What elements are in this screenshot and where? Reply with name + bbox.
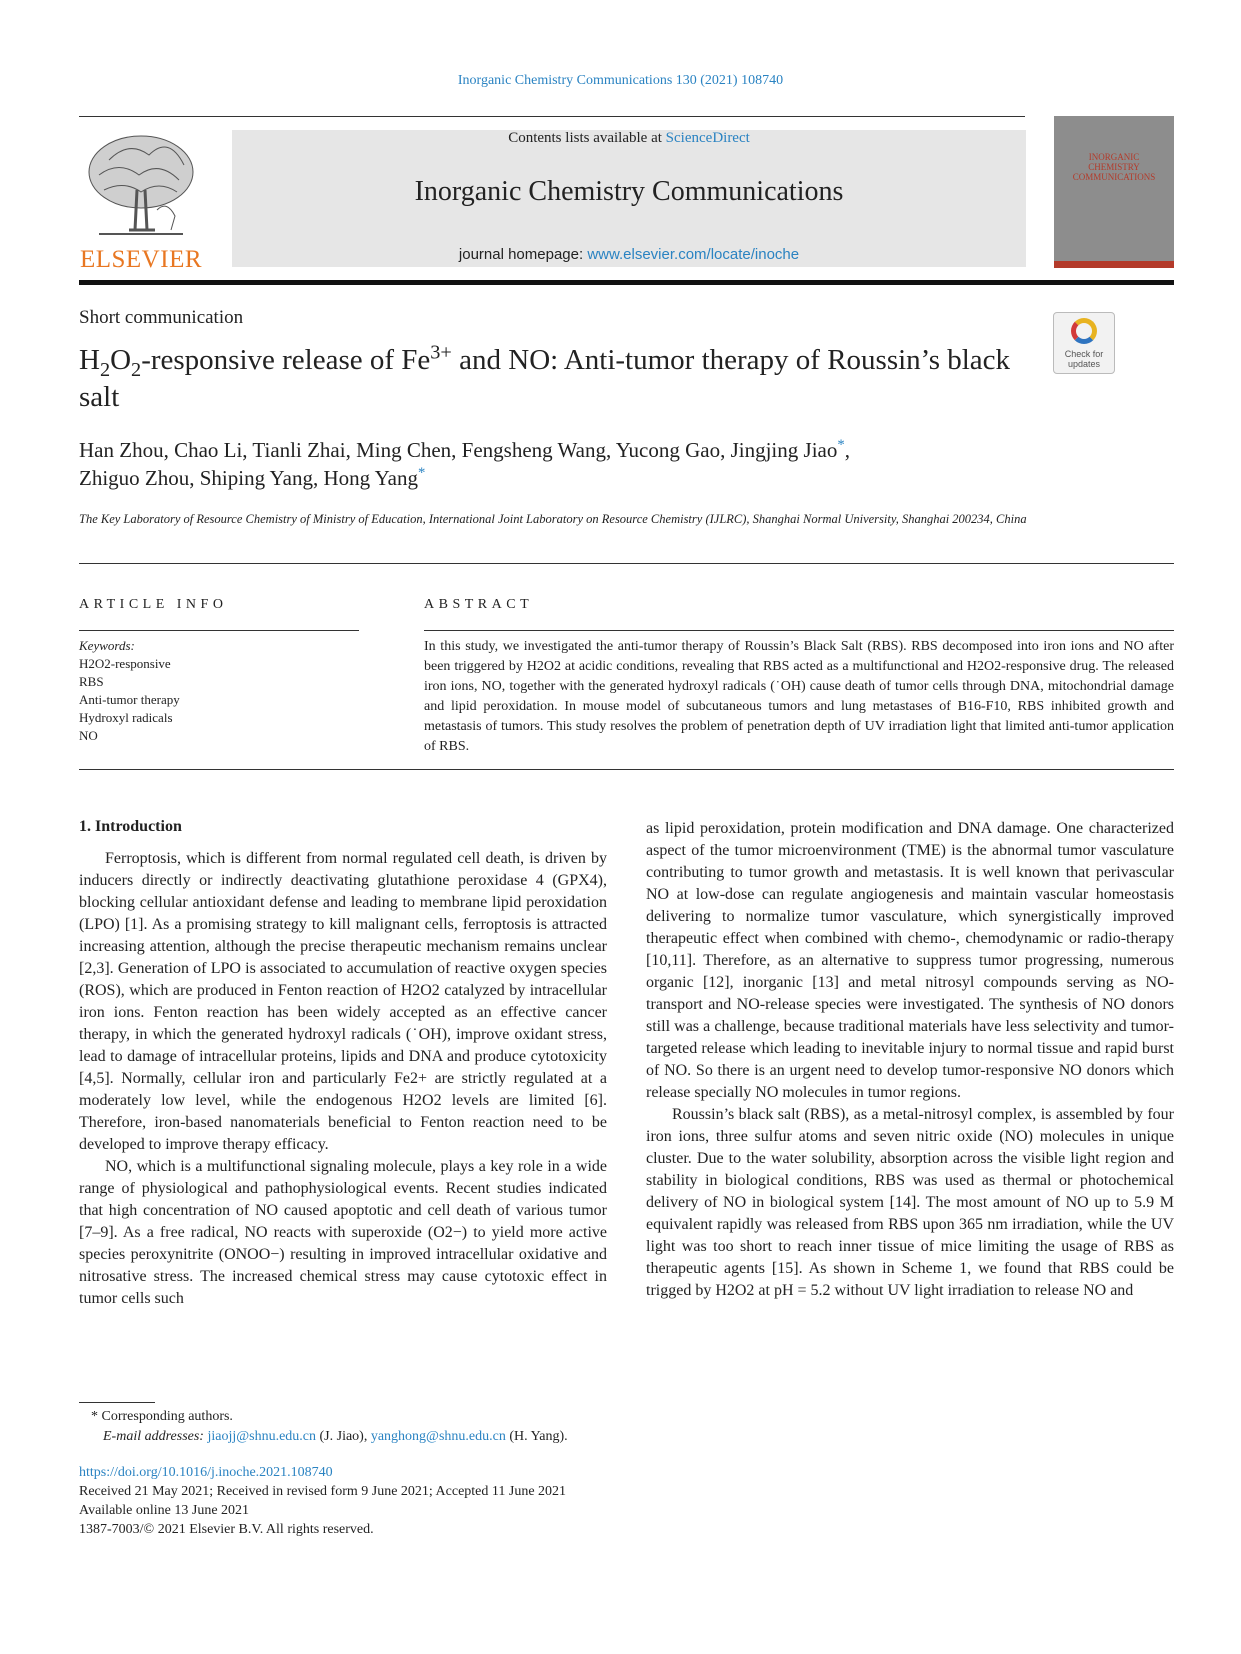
publication-info [79,1463,566,1539]
affiliation: The Key Laboratory of Resource Chemistry of Ministry of Education, International Joint Laboratory on Resource Chemistry (IJLRC), Shanghai Normal University, Shanghai 200234, China [79,512,1027,526]
journal-title: Inorganic Chemistry Communications [414,176,844,207]
corresponding-mark[interactable]: * [837,437,845,453]
email-owner: (H. Yang). [509,1429,568,1444]
title-part: -responsive release of Fe [141,344,431,376]
homepage-line [232,246,1026,263]
authors-line-2: Zhiguo Zhou, Shiping Yang, Hong Yang [79,466,418,490]
authors-line-1: Han Zhou, Chao Li, Tianli Zhai, Ming Chen, Fengsheng Wang, Yucong Gao, Jingjing Jiao [79,438,838,462]
title-part: and NO: Anti-tumor therapy of Roussin’s black salt [79,344,1011,413]
header-rule [79,116,1025,117]
available-online: Available online 13 June 2021 [79,1503,250,1518]
contents-prefix: Contents lists available at [508,130,666,146]
abstract-rule [424,630,1174,631]
email-owner: (J. Jiao), [319,1429,368,1444]
section-rule [79,563,1174,564]
title-sub: 2 [131,358,142,381]
title-part: O [110,344,132,376]
body-paragraph: NO, which is a multifunctional signaling molecule, plays a key role in a wide range of physiological and pathophysiological events. Recent studies indicated that high concentration of NO caused apoptotic and cell death of various tumor [7–9]. As a free radical, NO reacts with superoxide (O2−) to yield more active species peroxynitrite (ONOO−) resulting in improved intracellular oxidative and nitrosative stress. The increased chemical stress may cause cytotoxic effect in tumor cells such [79,1158,607,1307]
corresponding-mark[interactable]: * [417,465,426,481]
footnote-rule [79,1402,155,1403]
title-sub: 2 [99,358,111,381]
email-label: E-mail addresses: [103,1429,204,1444]
elsevier-tree-icon [79,130,203,246]
cover-strip [1054,261,1174,268]
journal-cover-image[interactable] [1054,116,1174,268]
crossmark-label: Check for updates [1064,349,1104,369]
homepage-prefix: journal homepage: [458,246,588,263]
contents-line [232,130,1026,147]
homepage-link[interactable]: www.elsevier.com/locate/inoche [587,246,800,263]
email-line [79,1427,568,1447]
sciencedirect-link[interactable]: ScienceDirect [665,130,750,146]
body-paragraph: Roussin’s black salt (RBS), as a metal-nitrosyl complex, is assembled by four iron ions, three sulfur atoms and seven nitric oxide (NO) molecules in unique cluster. Due to the water solubility, absorption across the visible light region and stability in biological conditions, RBS was used as thermal or photochemical delivery of NO in biological system [14]. The most amount of NO up to 5.9 M equivalent rapidly was released from RBS upon 365 nm irradiation, while the UV light was too short to reach inner tissue of mice limiting the usage of RBS as therapeutic agents [15]. As shown in Scheme 1, we found that RBS could be trigged by H2O2 at pH = 5.2 without UV light irradiation to release NO and [646,1106,1174,1299]
crossmark-icon [1071,318,1097,344]
title-part: H [79,344,100,376]
body-paragraph: Ferroptosis, which is different from normal regulated cell death, is driven by inducers directly or indirectly deactivating glutathione peroxidase 4 (GPX4), blocking cellular antioxidant defense and leading to membrane lipid peroxidation (LPO) [1]. As a promising strategy to kill malignant cells, ferroptosis is attracted increasing attention, although the precise therapeutic mechanism remains unclear [2,3]. Generation of LPO is associated to accumulation of reactive oxygen species (ROS), which are produced in Fenton reaction of H2O2 catalyzed by intracellular iron ions. Fenton reaction has been widely accepted as an effective cancer therapy, in which the generated hydroxyl radicals (˙OH), improve oxidant stress, lead to damage of intracellular proteins, lipids and DNA and produce cytotoxicity [4,5]. Normally, cellular iron and particularly Fe2+ are strictly regulated at a moderately low level, while the endogenous H2O2 levels are limited [6]. Therefore, iron-based nanomaterials beneficial to Fenton reaction need to be developed to improve therapy efficacy. [79,850,607,1153]
keyword-item: Hydroxyl radicals [79,710,173,725]
article-title [79,342,1039,416]
copyright: 1387-7003/© 2021 Elsevier B.V. All rights reserved. [79,1522,374,1537]
abstract-text: In this study, we investigated the anti-tumor therapy of Roussin’s Black Salt (RBS). RBS decomposed into iron ions and NO after been triggered by H2O2 at acidic conditions, revealing that RBS acted as a multifunctional and H2O2-responsive drug. The released iron ions, NO, together with the generated hydroxyl radicals (˙OH) cause death of tumor cells through DNA, mitochondrial damage and lipid peroxidation. In mouse model of subcutaneous tumors and lung metastases of B16-F10, RBS inhibited growth and metastasis of tumors. This study resolves the problem of penetration depth of UV irradiation light that limited anti-tumor application of RBS. [424,639,1174,754]
article-type: Short communication [79,307,244,328]
article-info-rule [79,630,359,631]
body-column-right [646,818,1174,1302]
elsevier-wordmark: ELSEVIER [79,246,203,273]
section-heading-introduction: 1. Introduction [79,818,182,835]
article-info-heading: ARTICLE INFO [79,597,228,612]
doi-link[interactable]: https://doi.org/10.1016/j.inoche.2021.108740 [79,1465,333,1480]
keyword-item: RBS [79,674,104,689]
body-column-left [79,848,607,1310]
author-list: Han Zhou, Chao Li, Tianli Zhai, Ming Chen, Fengsheng Wang, Yucong Gao, Jingjing Jiao*, Zhiguo Zhou, Shiping Yang, Hong Yang* [79,437,850,490]
corresponding-note: * Corresponding authors. [91,1409,233,1424]
keywords-list [79,637,180,745]
check-for-updates-badge[interactable] [1053,312,1115,374]
footnote-block [79,1407,568,1447]
keywords-label: Keywords: [79,638,135,653]
journal-reference[interactable]: Inorganic Chemistry Communications 130 (2021) 108740 [457,73,784,88]
title-sup: 3+ [430,341,452,364]
header-thick-rule [79,280,1174,285]
journal-banner [232,130,1026,267]
keyword-item: Anti-tumor therapy [79,692,180,707]
email-link-yang[interactable]: yanghong@shnu.edu.cn [370,1429,506,1444]
received-dates: Received 21 May 2021; Received in revised form 9 June 2021; Accepted 11 June 2021 [79,1484,567,1499]
keyword-item: H2O2-responsive [79,656,171,671]
cover-title: INORGANIC CHEMISTRY COMMUNICATIONS [1072,152,1156,182]
email-link-jiao[interactable]: jiaojj@shnu.edu.cn [207,1429,317,1444]
body-paragraph: as lipid peroxidation, protein modification and DNA damage. One characterized aspect of the tumor microenvironment (TME) is the abnormal tumor vasculature contributing to tumor growth and metastasis. It is well known that perivascular NO at low-dose can regulate angiogenesis and maintain vascular homeostasis delivering to normalize tumor vasculature, which synergistically improved therapeutic effect when combined with chemo-, chemodynamic or radio-therapy [10,11]. Therefore, as an alternative to suppress tumor progressing, numerous organic [12], inorganic [13] and metal nitrosyl compounds serving as NO-transport and NO-release species were investigated. The synthesis of NO donors still was a challenge, because traditional materials have less selectivity and tumor-targeted release which leading to inevitable injury to normal tissue and rapid burst of NO. So there is an urgent need to develop tumor-responsive NO donors which release specially NO molecules in tumor regions. [646,820,1174,1101]
keyword-item: NO [79,728,98,743]
abstract-end-rule [79,769,1174,770]
abstract-heading: ABSTRACT [424,597,534,612]
elsevier-logo[interactable] [79,130,203,273]
